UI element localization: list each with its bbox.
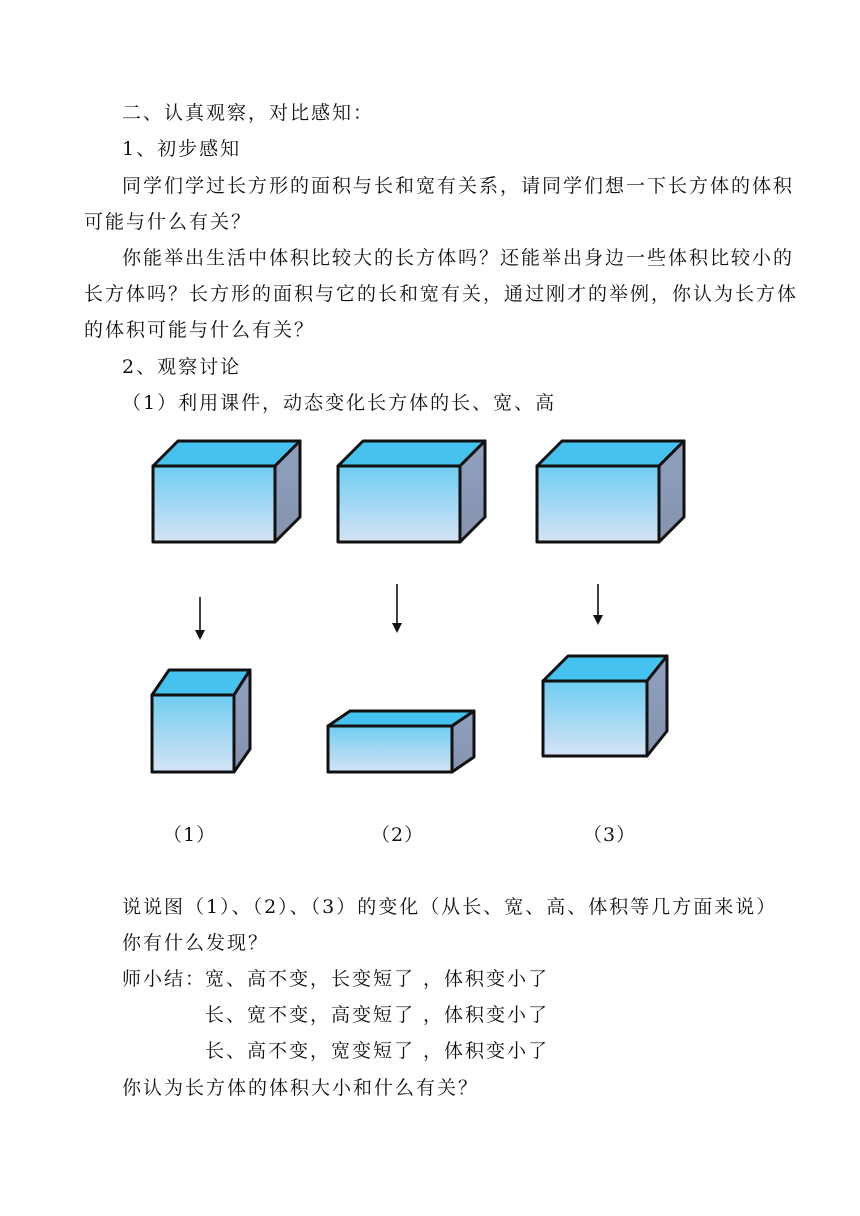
para1-line2: 可能与什么有关？ — [84, 211, 253, 233]
section-heading: 二、认真观察，对比感知： — [122, 102, 375, 124]
discussion-question-2: 你有什么发现？ — [122, 932, 270, 954]
cuboid-bottom-2 — [328, 711, 474, 772]
summary-label: 师小结： — [122, 968, 207, 990]
summary-line-2: 长、宽不变，高变短了 ，体积变小了 — [205, 1004, 550, 1026]
section2-title: 2、观察讨论 — [122, 356, 242, 378]
cuboid-bottom-1 — [152, 670, 250, 772]
summary-line-3: 长、高不变，宽变短了 ，体积变小了 — [205, 1040, 550, 1062]
figure-caption-2: （2） — [371, 824, 425, 846]
section2-item1: （1）利用课件，动态变化长方体的长、宽、高 — [122, 392, 557, 414]
cuboid-bottom-3 — [543, 656, 667, 756]
discussion-question-1: 说说图（1）、（2）、（3）的变化（从长、宽、高、体积等几方面来说） — [122, 896, 778, 918]
summary-line-1: 宽、高不变，长变短了 ，体积变小了 — [205, 968, 550, 990]
cuboid-top-2 — [338, 441, 485, 542]
figure-caption-3: （3） — [583, 824, 637, 846]
arrow-2 — [392, 584, 402, 633]
para1-line1: 同学们学过长方形的面积与长和宽有关系，请同学们想一下长方体的体积 — [122, 175, 795, 197]
para2-line1: 你能举出生活中体积比较大的长方体吗？还能举出身边一些体积比较小的 — [122, 247, 795, 269]
cuboid-top-3 — [537, 441, 684, 542]
arrow-1 — [195, 597, 205, 640]
arrow-3 — [593, 584, 603, 625]
section1-title: 1、初步感知 — [122, 138, 242, 160]
discussion-question-3: 你认为长方体的体积大小和什么有关？ — [122, 1077, 480, 1099]
cuboid-top-1 — [153, 441, 300, 542]
para2-line2: 长方体吗？长方形的面积与它的长和宽有关，通过刚才的举例，你认为长方体 — [84, 283, 799, 305]
para2-line3: 的体积可能与什么有关？ — [84, 319, 316, 341]
figure-caption-1: （1） — [163, 824, 217, 846]
